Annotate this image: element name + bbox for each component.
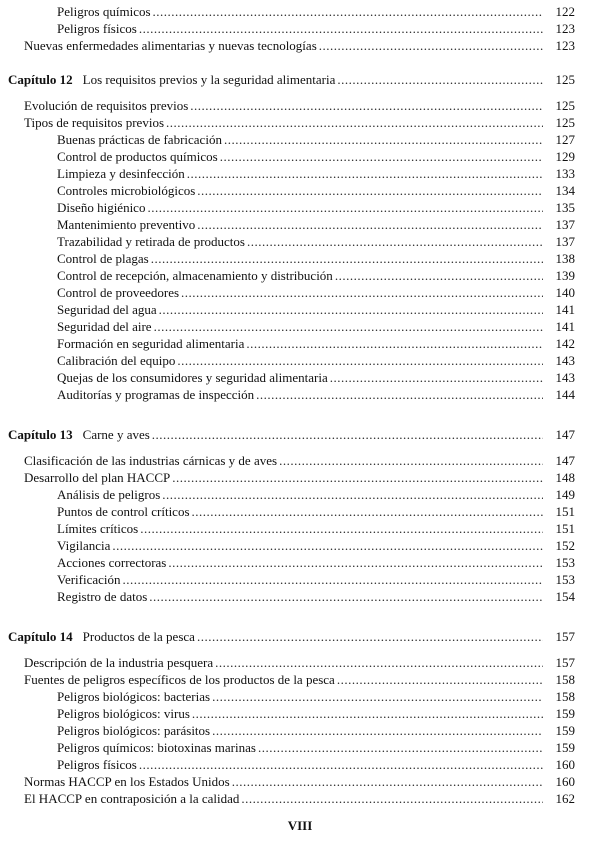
chapter-heading-14: Capítulo 14 Productos de la pesca ..... 157 bbox=[8, 628, 575, 645]
toc-entry: Seguridad del agua ..... 141 bbox=[57, 301, 575, 318]
toc-entry: Control de proveedores ..... 140 bbox=[57, 284, 575, 301]
toc-entry: Trazabilidad y retirada de productos ..... 137 bbox=[57, 233, 575, 250]
toc-entry: Verificación ..... 153 bbox=[57, 571, 575, 588]
toc-entry: Peligros químicos: biotoxinas marinas ..... 159 bbox=[57, 739, 575, 756]
toc-entry: Acciones correctoras ..... 153 bbox=[57, 554, 575, 571]
toc-entry: Peligros biológicos: bacterias ..... 158 bbox=[57, 688, 575, 705]
toc-entry: Limpieza y desinfección ..... 133 bbox=[57, 165, 575, 182]
toc-entry: Clasificación de las industrias cárnicas y de aves ..... 147 bbox=[24, 452, 575, 469]
toc-entry: Control de productos químicos ..... 129 bbox=[57, 148, 575, 165]
toc-entry: Peligros químicos ..... 122 bbox=[57, 3, 575, 20]
toc-entry: Diseño higiénico ..... 135 bbox=[57, 199, 575, 216]
toc-entry: Formación en seguridad alimentaria ..... 142 bbox=[57, 335, 575, 352]
toc-entry: Peligros físicos ..... 160 bbox=[57, 756, 575, 773]
toc-entry: Fuentes de peligros específicos de los productos de la pesca ..... 158 bbox=[24, 671, 575, 688]
toc-entry: Límites críticos ..... 151 bbox=[57, 520, 575, 537]
toc-entry: Control de recepción, almacenamiento y distribución ..... 139 bbox=[57, 267, 575, 284]
toc-entry: Seguridad del aire ..... 141 bbox=[57, 318, 575, 335]
toc-entry: Tipos de requisitos previos ..... 125 bbox=[24, 114, 575, 131]
toc-entry: Registro de datos ..... 154 bbox=[57, 588, 575, 605]
toc-entry: Quejas de los consumidores y seguridad alimentaria ..... 143 bbox=[57, 369, 575, 386]
toc-entry: Descripción de la industria pesquera ..... 157 bbox=[24, 654, 575, 671]
toc-entry: El HACCP en contraposición a la calidad ..... 162 bbox=[24, 790, 575, 807]
toc-entry: Análisis de peligros ..... 149 bbox=[57, 486, 575, 503]
toc-entry: Peligros físicos ..... 123 bbox=[57, 20, 575, 37]
page-number: VIII bbox=[287, 818, 313, 833]
toc-entry: Mantenimiento preventivo ..... 137 bbox=[57, 216, 575, 233]
toc-entry: Nuevas enfermedades alimentarias y nuevas tecnologías ..... 123 bbox=[24, 37, 575, 54]
toc-entry: Peligros biológicos: virus ..... 159 bbox=[57, 705, 575, 722]
toc-entry: Auditorías y programas de inspección ..... 144 bbox=[57, 386, 575, 403]
toc-entry: Peligros biológicos: parásitos ..... 159 bbox=[57, 722, 575, 739]
toc-entry: Evolución de requisitos previos ..... 125 bbox=[24, 97, 575, 114]
chapter-heading-12: Capítulo 12 Los requisitos previos y la seguridad alimentaria ..... 125 bbox=[8, 71, 575, 88]
toc-entry: Buenas prácticas de fabricación ..... 127 bbox=[57, 131, 575, 148]
toc-entry: Normas HACCP en los Estados Unidos ..... 160 bbox=[24, 773, 575, 790]
toc-entry: Calibración del equipo ..... 143 bbox=[57, 352, 575, 369]
toc-entry: Desarrollo del plan HACCP ..... 148 bbox=[24, 469, 575, 486]
toc-entry: Puntos de control críticos ..... 151 bbox=[57, 503, 575, 520]
toc-entry: Controles microbiológicos ..... 134 bbox=[57, 182, 575, 199]
toc-entry: Control de plagas ..... 138 bbox=[57, 250, 575, 267]
toc-entry: Vigilancia ..... 152 bbox=[57, 537, 575, 554]
chapter-heading-13: Capítulo 13 Carne y aves ..... 147 bbox=[8, 426, 575, 443]
